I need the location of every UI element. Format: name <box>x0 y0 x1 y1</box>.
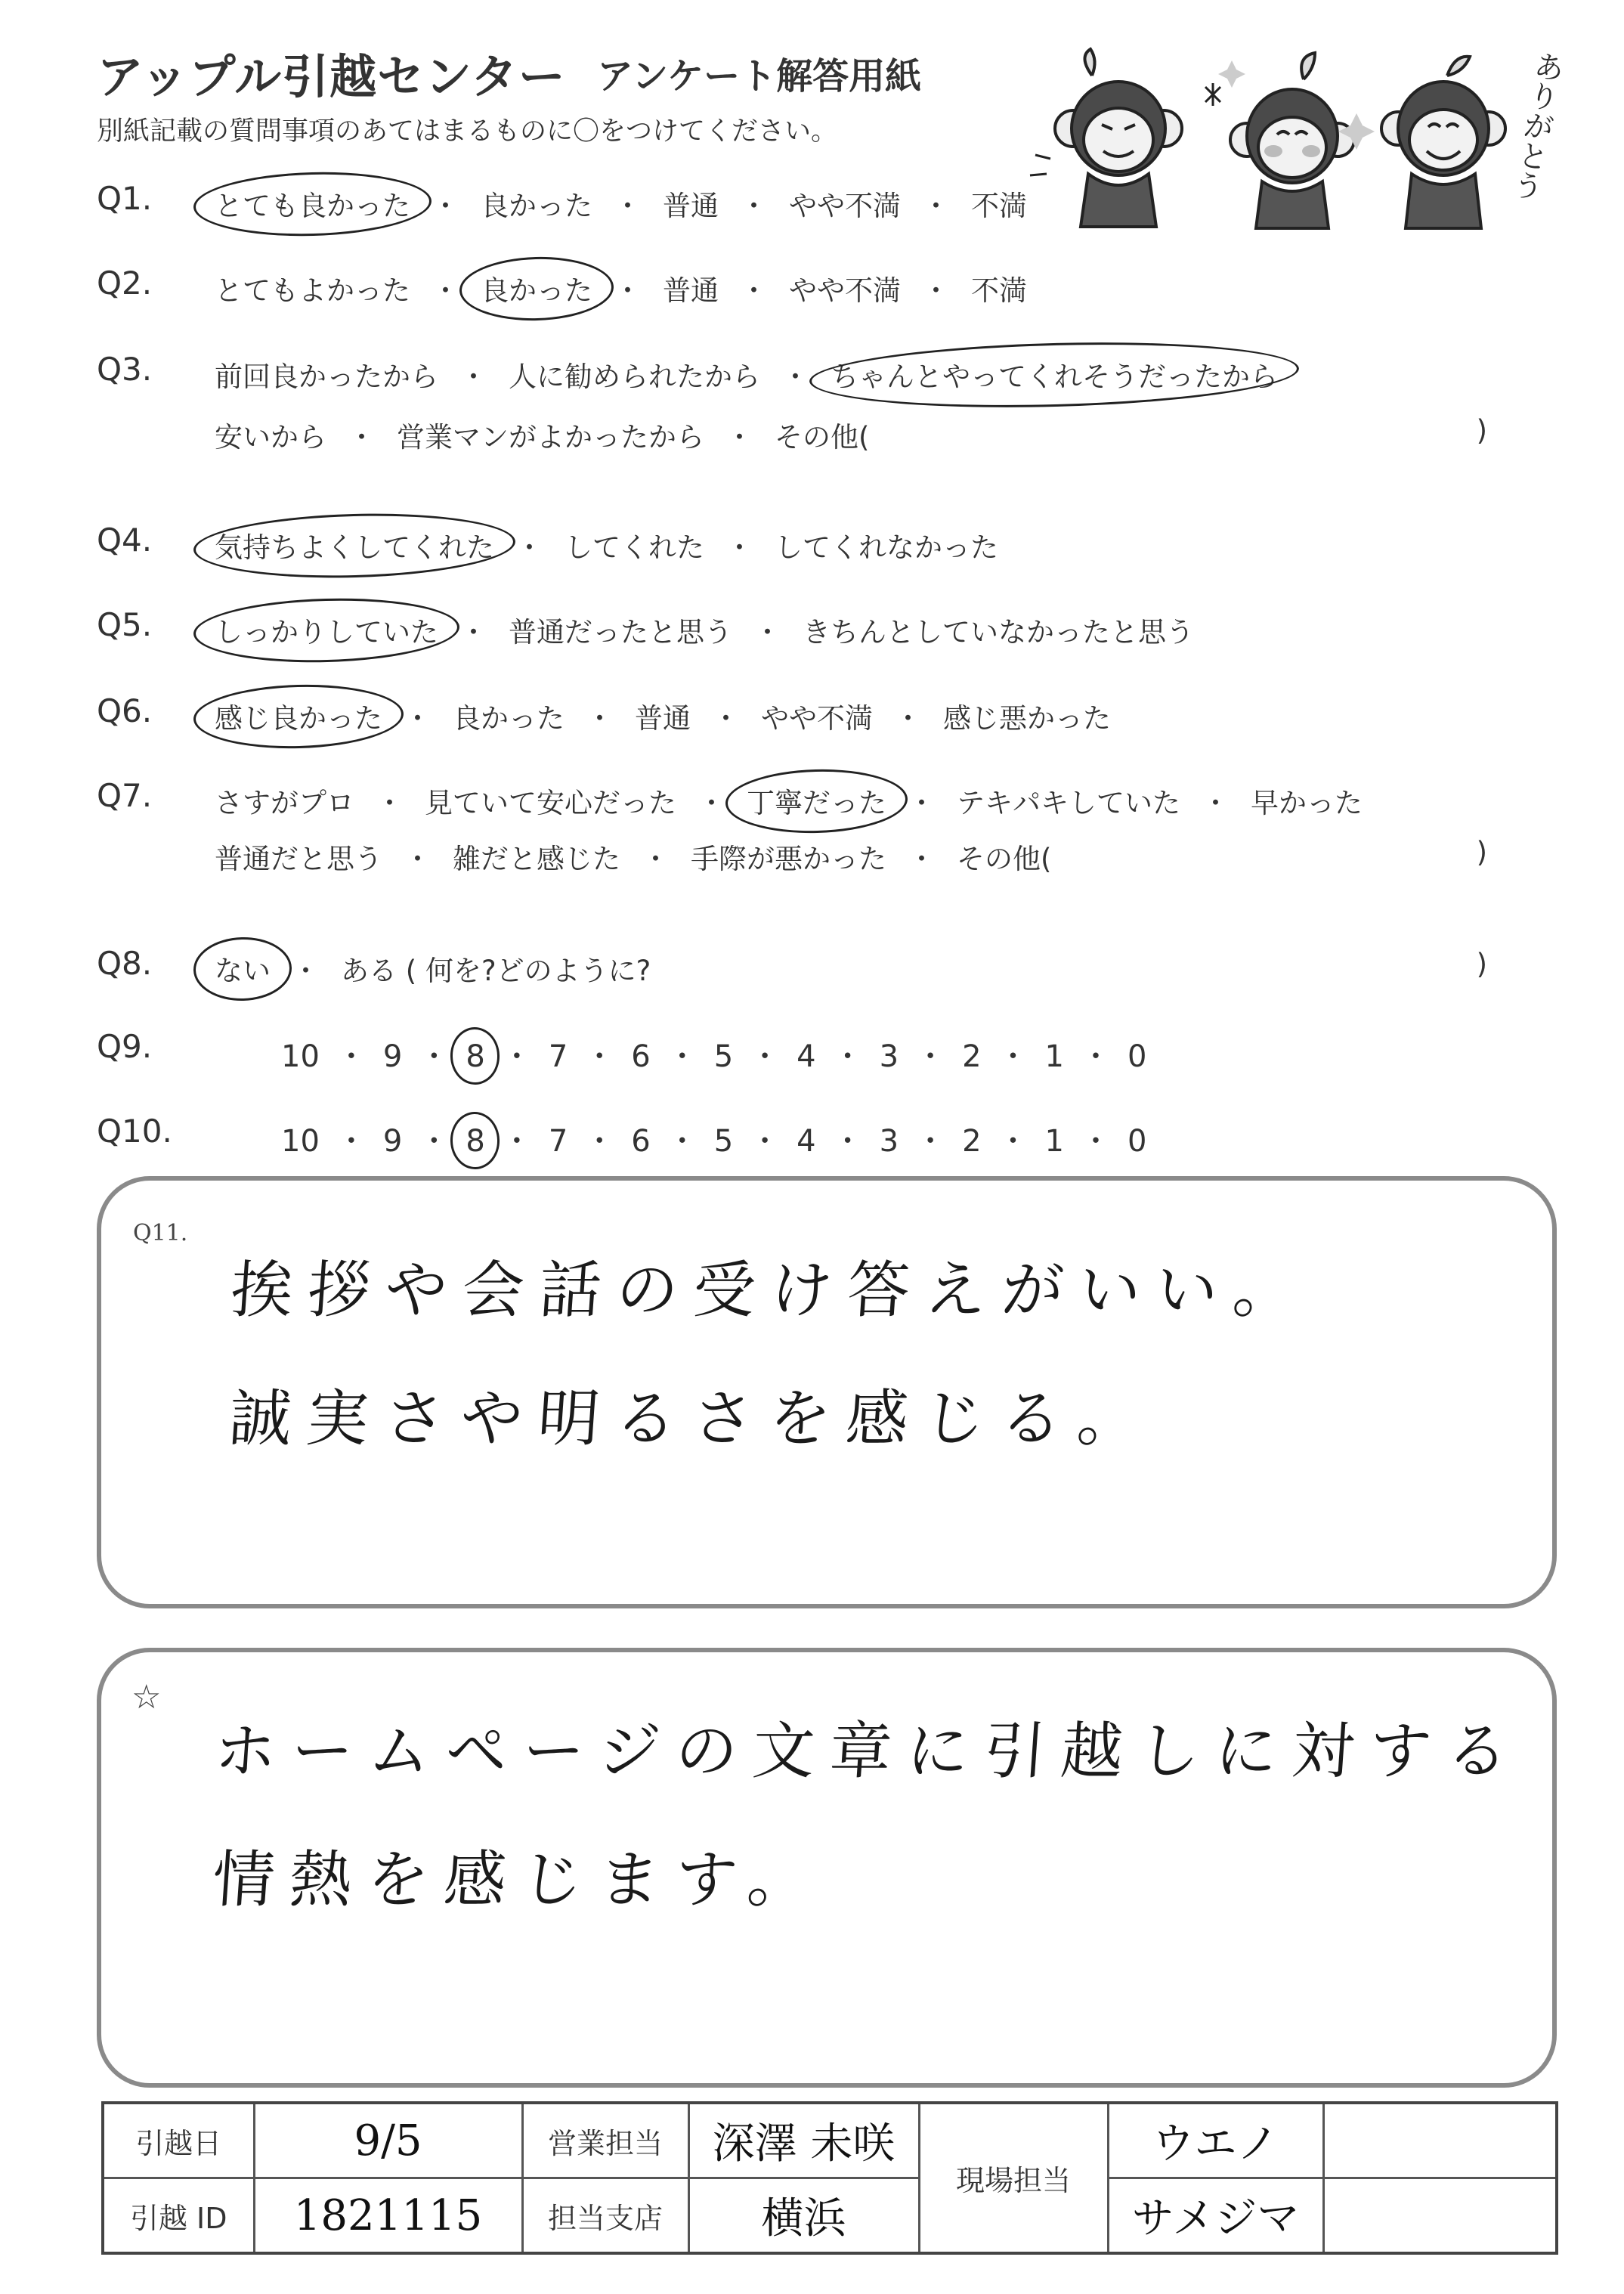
option-selected[interactable]: とても良かった <box>210 183 415 224</box>
form-title: アンケート解答用紙 <box>597 55 922 98</box>
score-option[interactable]: 4 <box>797 1124 816 1159</box>
site-staff-value-2[interactable]: サメジマ <box>1108 2178 1323 2254</box>
option-selected[interactable]: 気持ちよくしてくれた <box>210 525 499 565</box>
option[interactable]: 普通 <box>663 274 719 307</box>
option[interactable]: ある ( 何を?どのように? <box>341 955 651 987</box>
score-options: 10 ・ 9 ・ 8 ・ 7 ・ 6 ・ 5 ・ 4 ・ 3 ・ 2 ・ 1 ・ 0 <box>277 1032 1151 1076</box>
question-row <box>97 945 1487 998</box>
score-option[interactable]: 10 <box>281 1039 320 1074</box>
option[interactable]: 普通だったと思う <box>509 616 732 649</box>
other-close-paren: ) <box>1476 414 1487 447</box>
option[interactable]: 良かった <box>453 702 565 735</box>
option-list: とても良かった ・ 良かった ・ 普通 ・ やや不満 ・ 不満 <box>210 183 1032 224</box>
thank-you-caption: ありがとう <box>1505 48 1567 203</box>
branch-label: 担当支店 <box>522 2178 688 2254</box>
option-selected[interactable]: ちゃんとやってくれそうだったから <box>826 354 1282 395</box>
star-comment-line-1: ホームページの文章に引越しに対する <box>212 1716 1527 1788</box>
option[interactable]: 普通 <box>635 702 691 735</box>
score-option[interactable]: 7 <box>548 1124 568 1159</box>
score-option-selected[interactable]: 8 <box>461 1039 489 1074</box>
score-option[interactable]: 9 <box>382 1124 403 1159</box>
question-row <box>97 522 1487 574</box>
question-row <box>97 606 1487 659</box>
option-selected[interactable]: 良かった <box>476 268 597 308</box>
option[interactable]: 安いから <box>215 421 326 454</box>
question-label: Q4. <box>97 522 153 559</box>
move-date-value[interactable]: 9/5 <box>254 2103 522 2178</box>
option[interactable]: 前回良かったから <box>215 361 438 393</box>
question-label: Q3. <box>97 351 153 388</box>
option-list: 感じ良かった ・ 良かった ・ 普通 ・ やや不満 ・ 感じ悪かった <box>210 695 1115 736</box>
option[interactable]: 早かった <box>1251 787 1363 819</box>
option-list: さすがプロ ・ 見ていて安心だった ・ 丁寧だった ・ テキパキしていた ・ 早かった <box>210 780 1367 821</box>
question-row <box>97 351 1487 454</box>
instruction-text: 別紙記載の質問事項のあてはまるものに〇をつけてください。 <box>97 116 838 147</box>
star-comment-line-2: 情熱を感じます。 <box>210 1844 827 1916</box>
option[interactable]: 見ていて安心だった <box>425 787 676 819</box>
score-option[interactable]: 3 <box>879 1039 899 1074</box>
other-close-paren: ) <box>1476 836 1487 868</box>
option[interactable]: 感じ悪かった <box>943 702 1111 735</box>
question-row <box>97 692 1487 745</box>
question-label: Q6. <box>97 692 153 729</box>
question-label: Q2. <box>97 265 153 302</box>
move-id-label: 引越 ID <box>103 2178 254 2254</box>
option-list: ない ・ ある ( 何を?どのように? <box>210 948 655 989</box>
option-list: 気持ちよくしてくれた ・ してくれた ・ してくれなかった <box>210 525 1003 565</box>
question-row <box>97 180 1487 233</box>
score-option[interactable]: 1 <box>1044 1124 1064 1159</box>
option[interactable]: 営業マンがよかったから <box>397 421 704 454</box>
option[interactable]: やや不満 <box>761 702 873 735</box>
star-comment-box[interactable] <box>97 1648 1557 2088</box>
option[interactable]: とてもよかった <box>215 274 410 307</box>
option-selected[interactable]: 感じ良かった <box>210 695 387 736</box>
score-option[interactable]: 5 <box>713 1039 734 1074</box>
score-option[interactable]: 9 <box>382 1039 403 1074</box>
move-id-value[interactable]: 1821115 <box>254 2178 522 2254</box>
score-option[interactable]: 10 <box>281 1124 320 1159</box>
option[interactable]: やや不満 <box>789 274 901 307</box>
empty-cell[interactable] <box>1323 2103 1557 2178</box>
option-selected[interactable]: 丁寧だった <box>742 780 891 821</box>
q11-comment-line-1: 挨拶や会話の受け答えがいい。 <box>228 1255 1313 1327</box>
detail-close-paren: ) <box>1476 948 1487 980</box>
score-option[interactable]: 3 <box>879 1124 899 1159</box>
option-list: とてもよかった ・ 良かった ・ 普通 ・ やや不満 ・ 不満 <box>210 268 1032 308</box>
site-staff-label: 現場担当 <box>919 2103 1108 2253</box>
option[interactable]: 不満 <box>971 190 1027 222</box>
question-row <box>97 777 1487 875</box>
option-list-line2: 普通だと思う ・ 雑だと感じた ・ 手際が悪かった ・ その他( <box>210 836 1056 877</box>
question-label: Q1. <box>97 180 153 217</box>
option[interactable]: してくれなかった <box>775 531 998 564</box>
option-list: 前回良かったから ・ 人に勧められたから ・ ちゃんとやってくれそうだったから <box>210 354 1282 395</box>
score-option[interactable]: 0 <box>1127 1124 1147 1159</box>
q11-comment-box[interactable] <box>97 1176 1557 1608</box>
branch-value[interactable]: 横浜 <box>688 2178 919 2254</box>
move-date-label: 引越日 <box>103 2103 254 2178</box>
score-option[interactable]: 1 <box>1044 1039 1064 1074</box>
sales-rep-value[interactable]: 深澤 未咲 <box>688 2103 919 2178</box>
q11-label: Q11. <box>133 1220 188 1246</box>
question-row <box>97 265 1487 317</box>
question-label: Q10. <box>97 1113 172 1150</box>
question-label: Q9. <box>97 1028 153 1065</box>
option[interactable]: 人に勧められたから <box>509 361 760 393</box>
option[interactable]: さすがプロ <box>215 787 354 819</box>
option[interactable]: 普通 <box>663 190 719 222</box>
option[interactable]: テキパキしていた <box>957 787 1180 819</box>
company-name: アップル引越センター <box>97 49 566 104</box>
empty-cell[interactable] <box>1323 2178 1557 2254</box>
score-option[interactable]: 6 <box>631 1124 651 1159</box>
score-option[interactable]: 5 <box>713 1124 734 1159</box>
footer-info-table <box>101 2101 1558 2255</box>
score-options: 10 ・ 9 ・ 8 ・ 7 ・ 6 ・ 5 ・ 4 ・ 3 ・ 2 ・ 1 ・ 0 <box>277 1117 1151 1160</box>
option-other[interactable]: その他( <box>775 421 870 454</box>
option[interactable]: やや不満 <box>789 190 901 222</box>
star-icon: ☆ <box>131 1678 162 1717</box>
option-list-line2: 安いから ・ 営業マンがよかったから ・ その他( <box>210 414 874 455</box>
score-option[interactable]: 7 <box>548 1039 568 1074</box>
q11-comment-line-2: 誠実さや明るさを感じる。 <box>227 1383 1157 1455</box>
option-list: しっかりしていた ・ 普通だったと思う ・ きちんとしていなかったと思う <box>210 609 1199 650</box>
sales-rep-label: 営業担当 <box>522 2103 688 2178</box>
option[interactable]: 不満 <box>971 274 1027 307</box>
site-staff-value-1[interactable]: ウエノ <box>1108 2103 1323 2178</box>
score-row <box>97 1113 1487 1166</box>
option[interactable]: 雑だと感じた <box>453 843 620 875</box>
score-option[interactable]: 0 <box>1127 1039 1147 1074</box>
score-option-selected[interactable]: 8 <box>461 1124 489 1159</box>
question-label: Q5. <box>97 606 153 643</box>
question-label: Q7. <box>97 777 153 814</box>
option-other[interactable]: その他( <box>957 843 1052 875</box>
score-row <box>97 1028 1487 1081</box>
score-option[interactable]: 2 <box>962 1124 982 1159</box>
score-option[interactable]: 4 <box>797 1039 816 1074</box>
option[interactable]: 普通だと思う <box>215 843 382 875</box>
option[interactable]: きちんとしていなかったと思う <box>803 616 1194 649</box>
option-selected[interactable]: しっかりしていた <box>210 609 443 650</box>
option[interactable]: 手際が悪かった <box>691 843 886 875</box>
score-option[interactable]: 2 <box>962 1039 982 1074</box>
score-option[interactable]: 6 <box>631 1039 651 1074</box>
option-selected[interactable]: ない <box>210 948 275 989</box>
option[interactable]: 良かった <box>481 190 592 222</box>
question-label: Q8. <box>97 945 153 982</box>
option[interactable]: してくれた <box>565 531 704 564</box>
